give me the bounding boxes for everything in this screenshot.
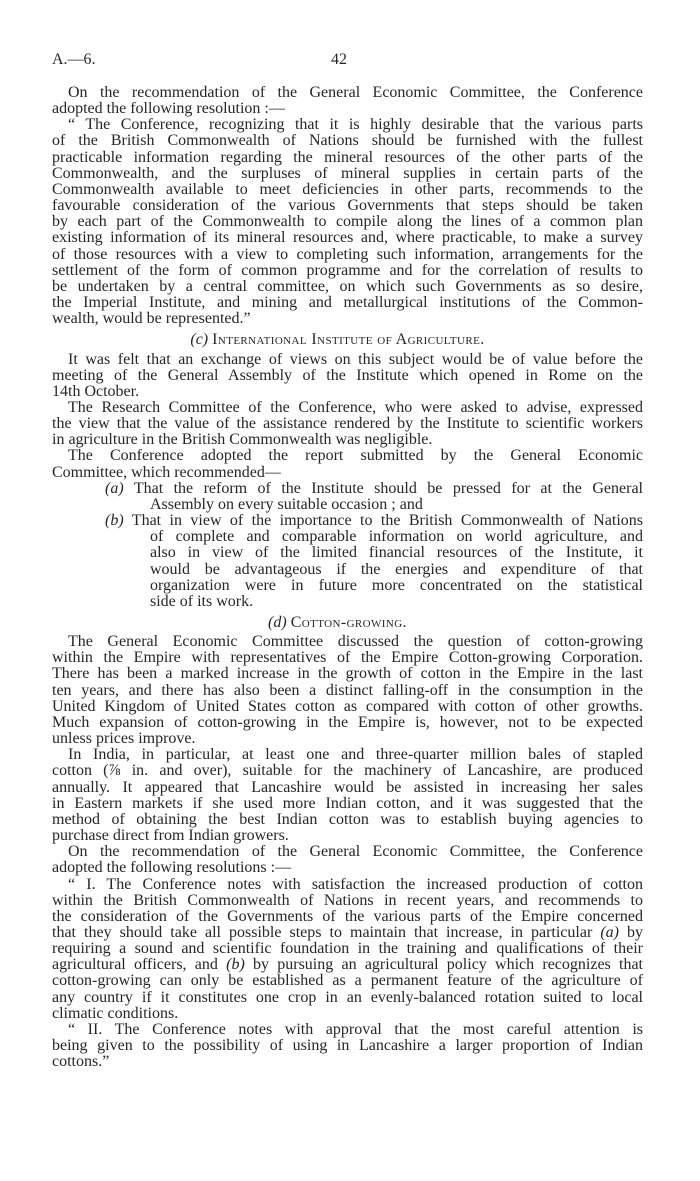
text-line: climatic conditions. [52, 1004, 179, 1022]
text-line: ten years, and there has also been a distinct falling-off in the consumption in the [52, 681, 643, 699]
text-line: any country if it constitutes one crop in an evenly-balanced rotation suited to local [52, 988, 643, 1006]
text-line: There has been a marked increase in the growth of cotton in the Empire in the last [52, 665, 643, 683]
text-line: That the reform of the Institute should be pressed for at the General [133, 479, 643, 497]
text-segment: by pursuing an agricultural policy which recognizes that [253, 956, 643, 974]
text-line: That in view of the importance to the British Commonwealth of Nations [131, 512, 644, 530]
recommendation-label: (a) [105, 479, 124, 497]
text-segment: by [627, 923, 644, 941]
recommendation-b [52, 513, 643, 610]
paragraph-c-2 [52, 400, 643, 448]
text-line: also in view of the limited financial resources of the Institute, it [150, 544, 643, 562]
text-line: The General Economic Committee discussed the question of cotton-growing [68, 633, 643, 651]
text-segment: that they should take all possible steps to maintain that increase, in particular [52, 923, 593, 941]
text-line: unless prices improve. [52, 730, 196, 748]
page-header [52, 52, 643, 68]
document-reference: A.—6. [52, 51, 96, 68]
text-line: Assembly on every suitable occasion ; and [150, 495, 423, 513]
text-line: The Conference adopted the report submitted by the General Economic [68, 447, 643, 465]
recommendation-label: (b) [105, 512, 124, 530]
text-line: practicable information regarding the mineral resources of the other parts of the [52, 148, 643, 166]
text-line: would be advantageous if the energies and expenditure of that [150, 560, 643, 578]
text-line: existing information of its mineral resources and, where practicable, to make a survey [52, 229, 643, 247]
recommendation-a [52, 481, 643, 513]
text-line: the consideration of the Governments of the various parts of the Empire concerned [52, 907, 643, 925]
text-line: by each part of the Commonwealth to compile along the lines of a common plan [52, 213, 643, 231]
text-line: “ The Conference, recognizing that it is highly desirable that the various parts [68, 116, 643, 134]
text-line: meeting of the General Assembly of the Institute which opened in Rome on the [52, 366, 643, 384]
section-title: International Institute of Agriculture. [212, 331, 485, 349]
text-line: Commonwealth available to meet deficiencies in other parts, recommends to the [52, 180, 643, 198]
text-line: On the recommendation of the General Economic Committee, the Conference [68, 84, 643, 101]
text-line: in agriculture in the British Commonwealth was negligible. [52, 431, 433, 449]
text-segment: agricultural officers, and [52, 956, 218, 974]
page-number: 42 [331, 51, 347, 68]
text-line: In India, in particular, at least one and three-quarter million bales of stapled [68, 746, 643, 764]
text-line: adopted the following resolutions :— [52, 859, 292, 877]
paragraph-cotton-resolution-2 [52, 1022, 643, 1070]
text-line: within the British Commonwealth of Nations in recent years, and recommends to [52, 891, 643, 909]
italic-label: (b) [226, 956, 245, 974]
text-line: 14th October. [52, 382, 140, 400]
text-line: Committee, which recommended— [52, 463, 281, 481]
text-line: organization were in future more concentrated on the statistical [150, 576, 643, 594]
text-column [52, 85, 643, 1070]
text-line: within the Empire with representatives of the Empire Cotton-growing Corporation. [52, 649, 643, 667]
text-line: cottons.” [52, 1053, 110, 1071]
paragraph-minerals-resolution [52, 117, 643, 327]
text-line: adopted the following resolution :— [52, 100, 285, 118]
text-line: of the British Commonwealth of Nations should be furnished with the fullest [52, 132, 643, 150]
text-line: side of its work. [150, 592, 254, 610]
paragraph-c-1 [52, 352, 643, 400]
text-line: United Kingdom of United States cotton as compared with cotton of other growths. [52, 697, 643, 715]
recommendation-first-line [105, 481, 643, 497]
paragraph-d-2 [52, 747, 643, 844]
paragraph-minerals-intro [52, 85, 643, 117]
text-line-with-italic [52, 925, 643, 941]
section-label: (c) [190, 331, 209, 349]
text-line: annually. It appeared that Lancashire would be assisted in increasing her sales [52, 778, 643, 796]
text-line: being given to the possibility of using in Lancashire a larger proportion of Indian [52, 1037, 643, 1055]
section-d-heading [52, 615, 643, 631]
text-line: It was felt that an exchange of views on this subject would be of value before the [68, 350, 643, 368]
text-line: On the recommendation of the General Economic Committee, the Conference [68, 843, 643, 861]
text-line: “ II. The Conference notes with approval that the most careful attention is [68, 1020, 643, 1038]
section-label: (d) [268, 614, 287, 631]
section-c-heading [52, 332, 643, 348]
text-line: in Eastern markets if she used more Indian cotton, and it was suggested that the [52, 794, 643, 812]
text-line: of those resources with a view to completing such information, arrangements for the [52, 245, 643, 263]
text-line: method of obtaining the best Indian cotton was to establish buying agencies to [52, 810, 643, 828]
section-title: Cotton-growing. [290, 614, 407, 631]
text-line: “ I. The Conference notes with satisfaction the increased production of cotton [68, 875, 643, 893]
text-line: the Imperial Institute, and mining and metallurgical institutions of the Common- [52, 294, 643, 312]
text-line: settlement of the form of common programme and for the correlation of results to [52, 261, 643, 279]
paragraph-d-3 [52, 844, 643, 876]
text-line: wealth, would be represented.” [52, 310, 251, 328]
paragraph-cotton-resolution-1 [52, 877, 643, 1022]
text-line: of complete and comparable information on world agriculture, and [150, 528, 643, 546]
text-line: cotton (⅞ in. and over), suitable for the machinery of Lancashire, are produced [52, 762, 643, 780]
text-line: Commonwealth, and the surpluses of mineral supplies in certain parts of the [52, 164, 643, 182]
text-line: The Research Committee of the Conference, who were asked to advise, expressed [68, 398, 643, 416]
text-line: cotton-growing can only be established as a permanent feature of the agriculture of [52, 972, 643, 990]
text-line: requiring a sound and scientific foundation in the training and qualifications of their [52, 940, 643, 958]
italic-label: (a) [600, 923, 619, 941]
text-line: Much expansion of cotton-growing in the Empire is, however, not to be expected [52, 713, 643, 731]
recommendation-first-line [105, 513, 643, 529]
paragraph-c-3 [52, 448, 643, 480]
paragraph-d-1 [52, 634, 643, 747]
text-line-with-italic [52, 957, 643, 973]
text-line: purchase direct from Indian growers. [52, 827, 289, 845]
text-line: favourable consideration of the various Governments that steps should be taken [52, 197, 643, 215]
text-line: be undertaken by a central committee, on which such Governments as so desire, [52, 277, 643, 295]
text-line: the view that the value of the assistance rendered by the Institute to scientific workers [52, 415, 643, 433]
